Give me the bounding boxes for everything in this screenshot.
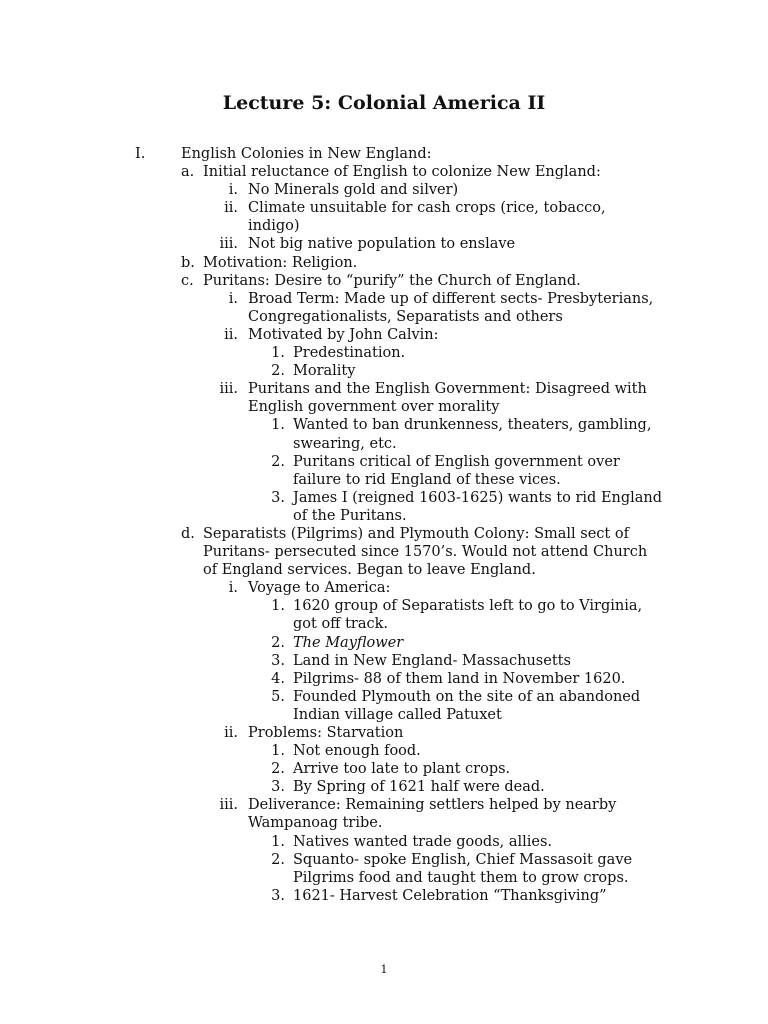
outline-item-label: iii. <box>219 797 238 814</box>
outline-item-label: ii. <box>224 725 238 741</box>
outline-item-text: Broad Term: Made up of different sects- Presbyterians, Congregationalists, Separatists and others <box>248 290 654 325</box>
outline-item-label: 2. <box>271 453 285 470</box>
outline-item <box>0 199 768 235</box>
outline-item <box>0 760 768 778</box>
outline-item-text: Problems: Starvation <box>248 725 404 741</box>
outline-item <box>0 688 768 724</box>
outline-item <box>0 778 768 796</box>
outline-list <box>0 145 768 905</box>
outline-item-label: b. <box>181 254 195 271</box>
outline-item-label: I. <box>135 146 146 162</box>
outline-item <box>0 634 768 652</box>
outline-item <box>0 272 768 290</box>
outline-item <box>0 163 768 181</box>
outline-item <box>0 597 768 633</box>
outline-item-label: ii. <box>224 326 238 343</box>
outline-item <box>0 235 768 253</box>
outline-item <box>0 652 768 670</box>
outline-item-text: Separatists (Pilgrims) and Plymouth Colony: Small sect of Puritans- persecuted since 1570’s. Would not attend Church of England services. Began to leave England. <box>203 525 648 579</box>
outline-item-label: 5. <box>271 688 285 705</box>
outline-item-label: 3. <box>271 652 285 669</box>
document-title: Lecture 5: Colonial America II <box>222 92 546 114</box>
outline-item-text: Climate unsuitable for cash crops (rice, tobacco, indigo) <box>248 200 606 235</box>
outline-item-label: 1. <box>271 743 285 760</box>
outline-item <box>0 579 768 597</box>
outline-item-label: 1. <box>271 417 285 434</box>
outline-item-label: iii. <box>219 236 238 253</box>
outline-item-text: Initial reluctance of English to colonize New England: <box>203 164 601 181</box>
outline-item-text: Motivated by John Calvin: <box>248 326 439 343</box>
outline-item-label: 2. <box>271 363 285 380</box>
outline-item-text: Founded Plymouth on the site of an abandoned Indian village called Patuxet <box>293 688 641 723</box>
outline-item <box>0 362 768 380</box>
outline-item-label: i. <box>228 290 238 307</box>
outline-item <box>0 489 768 525</box>
outline-item <box>0 181 768 199</box>
outline-item-text: Puritans: Desire to “purify” the Church of England. <box>203 272 581 289</box>
outline-item <box>0 416 768 452</box>
outline-item-label: a. <box>181 164 195 181</box>
outline-item-label: i. <box>228 182 238 199</box>
outline-item-label: 3. <box>271 779 285 796</box>
outline-item-label: 1. <box>271 598 285 615</box>
outline-item <box>0 344 768 362</box>
outline-item-text: Wanted to ban drunkenness, theaters, gambling, swearing, etc. <box>293 417 652 452</box>
outline-item <box>0 833 768 851</box>
outline-item <box>0 742 768 760</box>
outline-item-label: i. <box>228 580 238 597</box>
outline-item-text: English Colonies in New England: <box>181 146 432 162</box>
outline-item <box>0 145 768 163</box>
outline-item-text: Voyage to America: <box>248 580 391 597</box>
outline-item <box>0 290 768 326</box>
outline-item-label: 1. <box>271 345 285 362</box>
outline-item-text: 1621- Harvest Celebration “Thanksgiving” <box>293 887 607 904</box>
page-number: 1 <box>380 963 388 976</box>
outline-item <box>0 670 768 688</box>
outline-item-label: ii. <box>224 200 238 217</box>
outline-item-label: 2. <box>271 634 285 651</box>
outline-item-text: No Minerals gold and silver) <box>248 182 459 199</box>
outline-item-text: The Mayflower <box>293 634 404 651</box>
outline-item <box>0 380 768 416</box>
outline-item-text: Not enough food. <box>293 743 421 760</box>
outline-item <box>0 453 768 489</box>
outline-item <box>0 724 768 742</box>
outline-item-text: Arrive too late to plant crops. <box>293 761 511 778</box>
outline-item-text: Morality <box>293 363 356 380</box>
outline-item <box>0 851 768 887</box>
outline-item <box>0 525 768 579</box>
outline-item <box>0 887 768 905</box>
outline-item-text: Predestination. <box>293 345 406 362</box>
outline-item-text: Motivation: Religion. <box>203 254 358 271</box>
outline-item <box>0 254 768 272</box>
outline-item-text: Deliverance: Remaining settlers helped by nearby Wampanoag tribe. <box>248 797 617 832</box>
outline-item-text: Natives wanted trade goods, allies. <box>293 833 553 850</box>
outline-item-label: 4. <box>271 670 285 687</box>
outline-item-text: Pilgrims- 88 of them land in November 1620. <box>293 670 626 687</box>
outline-item-label: 3. <box>271 887 285 904</box>
outline-item-text: Squanto- spoke English, Chief Massasoit gave Pilgrims food and taught them to grow crops. <box>293 851 633 886</box>
outline-item-label: 2. <box>271 761 285 778</box>
outline-item <box>0 796 768 832</box>
outline-item-text: Land in New England- Massachusetts <box>293 652 571 669</box>
outline-item-label: d. <box>181 525 195 542</box>
outline-item-label: c. <box>181 272 194 289</box>
outline-item-label: 1. <box>271 833 285 850</box>
outline-item <box>0 326 768 344</box>
outline-item-text: James I (reigned 1603-1625) wants to rid England of the Puritans. <box>293 489 663 524</box>
outline-item-label: 2. <box>271 851 285 868</box>
outline-item-label: 3. <box>271 489 285 506</box>
outline-item-text: Puritans and the English Government: Disagreed with English government over morality <box>248 381 647 416</box>
outline-item-label: iii. <box>219 381 238 398</box>
outline-item-text: Puritans critical of English government over failure to rid England of these vices. <box>293 453 620 488</box>
outline-item-text: Not big native population to enslave <box>248 236 516 253</box>
outline-item-text: 1620 group of Separatists left to go to Virginia, got off track. <box>293 598 643 633</box>
outline-item-text: By Spring of 1621 half were dead. <box>293 779 545 796</box>
